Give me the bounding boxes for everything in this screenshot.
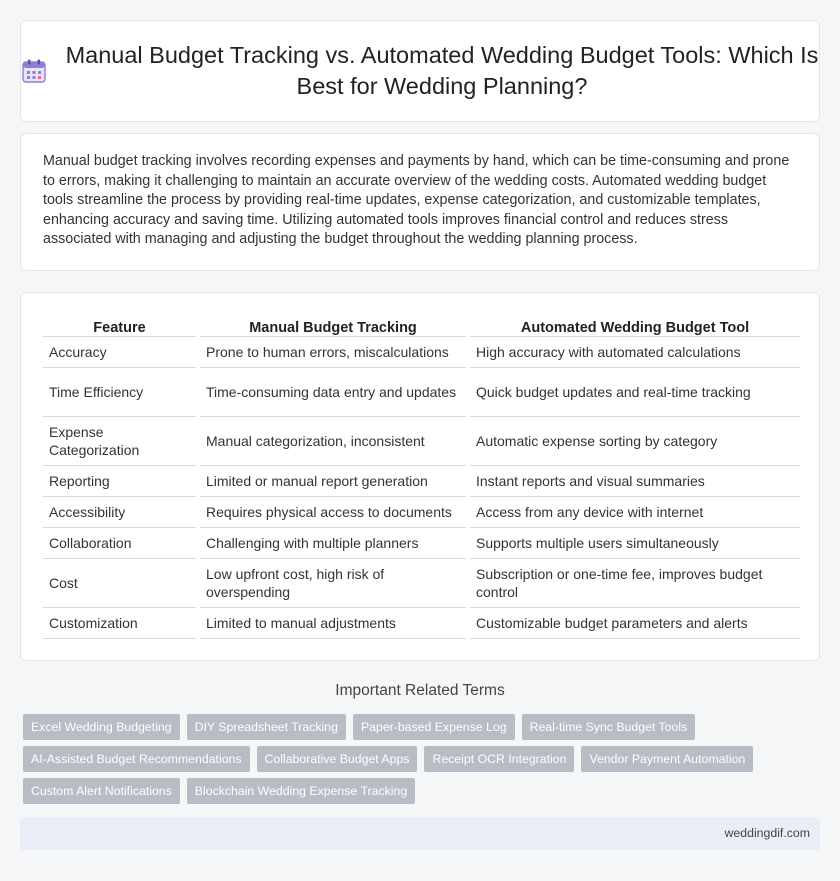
related-terms-title: Important Related Terms [335, 682, 505, 699]
manual-cell: Challenging with multiple planners [200, 528, 466, 559]
page-title-text: Manual Budget Tracking vs. Automated Wedding Budget Tools: Which Is Best for Wedding Planning? [65, 42, 819, 99]
term-tag[interactable]: Paper-based Expense Log [353, 714, 515, 740]
manual-cell: Limited to manual adjustments [200, 608, 466, 639]
automated-cell: Quick budget updates and real-time tracking [470, 368, 800, 417]
feature-cell: Cost [43, 559, 196, 608]
header-manual: Manual Budget Tracking [200, 317, 466, 337]
table-row [43, 559, 800, 608]
header-card [20, 20, 820, 122]
calendar-icon [21, 58, 47, 84]
table-row [43, 497, 800, 528]
table-row [43, 417, 800, 466]
intro-card [20, 133, 820, 271]
table-row [43, 368, 800, 417]
feature-cell: Collaboration [43, 528, 196, 559]
manual-cell: Manual categorization, inconsistent [200, 417, 466, 466]
automated-cell: High accuracy with automated calculations [470, 337, 800, 368]
automated-cell: Customizable budget parameters and alerts [470, 608, 800, 639]
title-wrap [21, 40, 819, 102]
term-tag[interactable]: Custom Alert Notifications [23, 778, 180, 804]
footer-site[interactable]: weddingdif.com [724, 826, 810, 840]
term-tag[interactable]: Receipt OCR Integration [424, 746, 574, 772]
automated-cell: Subscription or one-time fee, improves budget control [470, 559, 800, 608]
table-row [43, 466, 800, 497]
term-tag[interactable]: Blockchain Wedding Expense Tracking [187, 778, 415, 804]
feature-cell: Accuracy [43, 337, 196, 368]
manual-cell: Prone to human errors, miscalculations [200, 337, 466, 368]
related-terms-list [23, 714, 813, 804]
manual-cell: Limited or manual report generation [200, 466, 466, 497]
term-tag[interactable]: Excel Wedding Budgeting [23, 714, 180, 740]
automated-cell: Supports multiple users simultaneously [470, 528, 800, 559]
table-header-row [43, 317, 800, 337]
feature-cell: Customization [43, 608, 196, 639]
term-tag[interactable]: Vendor Payment Automation [581, 746, 753, 772]
feature-cell: Expense Categorization [43, 417, 196, 466]
feature-cell: Reporting [43, 466, 196, 497]
table-row [43, 337, 800, 368]
manual-cell: Time-consuming data entry and updates [200, 368, 466, 417]
page-title [65, 40, 819, 102]
automated-cell: Instant reports and visual summaries [470, 466, 800, 497]
term-tag[interactable]: AI-Assisted Budget Recommendations [23, 746, 250, 772]
term-tag[interactable]: DIY Spreadsheet Tracking [187, 714, 346, 740]
term-tag[interactable]: Real-time Sync Budget Tools [522, 714, 696, 740]
comparison-card [20, 292, 820, 661]
comparison-table [43, 317, 800, 639]
intro-paragraph: Manual budget tracking involves recording expenses and payments by hand, which can be time-consuming and prone to errors, making it challenging to maintain an accurate overview of the wedding costs. Automated wedding budget tools streamline the process by providing real-time updates, expense categorization, and customizable templates, enhancing accuracy and saving time. Utilizing automated tools improves financial control and reduces stress associated with managing and adjusting the budget throughout the wedding planning process. [43, 153, 790, 248]
feature-cell: Time Efficiency [43, 368, 196, 417]
term-tag[interactable]: Collaborative Budget Apps [257, 746, 418, 772]
table-row [43, 608, 800, 639]
feature-cell: Accessibility [43, 497, 196, 528]
footer [20, 817, 820, 850]
manual-cell: Low upfront cost, high risk of overspending [200, 559, 466, 608]
table-row [43, 528, 800, 559]
header-feature: Feature [43, 317, 196, 337]
automated-cell: Automatic expense sorting by category [470, 417, 800, 466]
header-automated: Automated Wedding Budget Tool [470, 317, 800, 337]
manual-cell: Requires physical access to documents [200, 497, 466, 528]
automated-cell: Access from any device with internet [470, 497, 800, 528]
